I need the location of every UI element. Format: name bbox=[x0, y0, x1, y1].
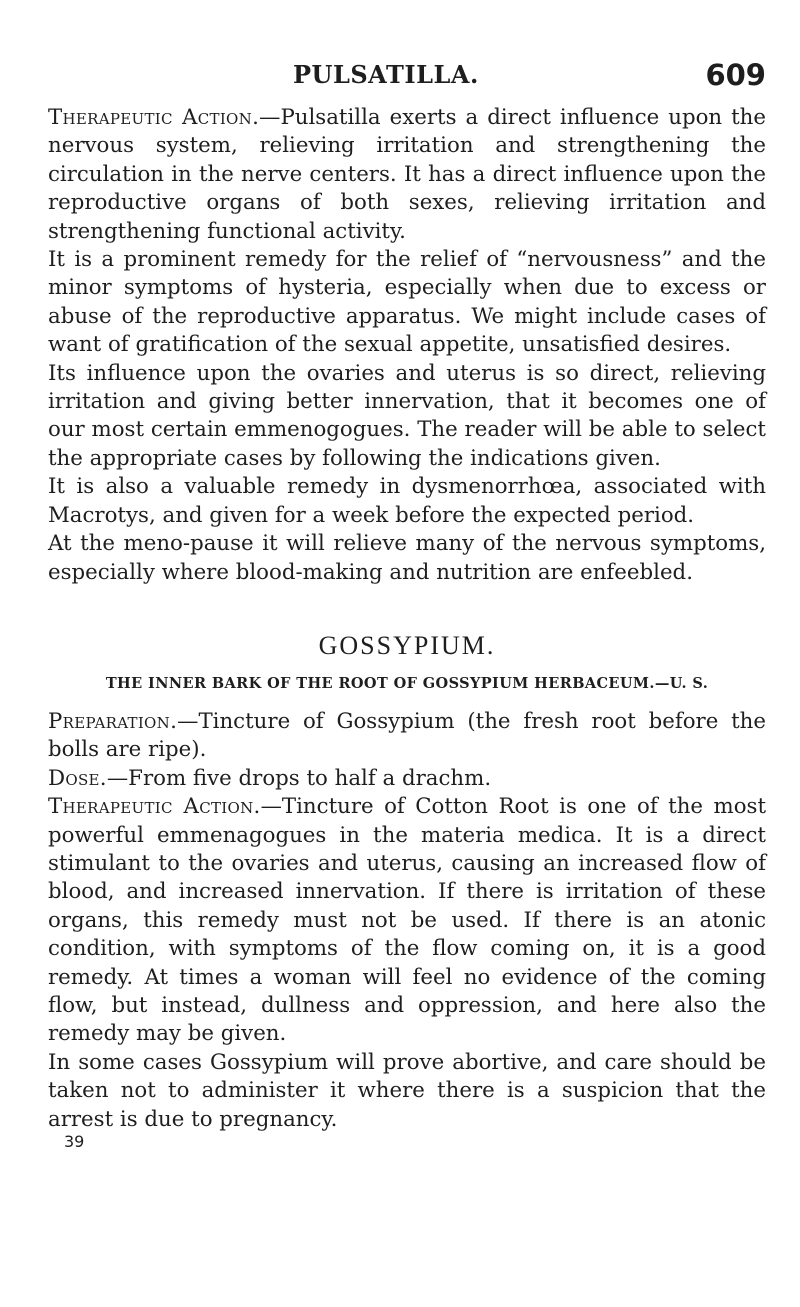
paragraph bbox=[48, 1049, 766, 1134]
running-title: PULSATILLA. bbox=[293, 60, 479, 89]
paragraph bbox=[48, 708, 766, 765]
paragraph bbox=[48, 246, 766, 360]
page-number: 609 bbox=[705, 58, 766, 92]
pulsatilla-section bbox=[48, 104, 766, 587]
paragraph-text: In some cases Gossypium will prove abortive, and care should be taken not to administer it where there is a suspicion that the arrest is due to pregnancy. bbox=[48, 1049, 766, 1132]
book-page bbox=[48, 60, 766, 1151]
signature-mark: 39 bbox=[64, 1132, 85, 1151]
paragraph bbox=[48, 793, 766, 1049]
paragraph-text: —From five drops to half a drachm. bbox=[106, 765, 492, 791]
paragraph bbox=[48, 530, 766, 587]
paragraph bbox=[48, 765, 766, 793]
paragraph bbox=[48, 473, 766, 530]
section-title: GOSSYPIUM. bbox=[318, 630, 496, 660]
paragraph bbox=[48, 104, 766, 246]
paragraph bbox=[48, 360, 766, 474]
paragraph-text: It is a prominent remedy for the relief of “nervousness” and the minor symptoms of hysteria, especially when due to excess or abuse of the reproductive apparatus. We might include cases of want of gratification of the sexual appetite, unsatisfied desires. bbox=[48, 247, 766, 358]
paragraph-label: Preparation. bbox=[48, 708, 178, 734]
paragraph-label: Therapeutic Action. bbox=[48, 105, 260, 130]
paragraph-text: Its influence upon the ovaries and uterus is so direct, relieving irritation and giving better innervation, that it becomes one of our most certain emmenogogues. The reader will be able to select the appropriate cases by following the indications given. bbox=[48, 360, 766, 471]
paragraph-label: Therapeutic Action. bbox=[48, 794, 261, 820]
paragraph-text: At the meno-pause it will relieve many of the nervous symptoms, especially where blood-making and nutrition are enfeebled. bbox=[48, 531, 766, 585]
paragraph-text: —Tincture of Gossypium (the fresh root before the bolls are ripe). bbox=[48, 708, 766, 763]
paragraph-text: It is also a valuable remedy in dysmenorrhœa, associated with Macrotys, and given for a week before the expected period. bbox=[48, 474, 766, 528]
section-subtitle: THE INNER BARK OF THE ROOT OF GOSSYPIUM HERBACEUM.—U. S. bbox=[105, 674, 709, 692]
paragraph-text: —Pulsatilla exerts a direct influence upon the nervous system, relieving irritation and strengthening the circulation in the nerve centers. It has a direct influence upon the reproductive organs of both sexes, relieving irritation and strengthening functional activity. bbox=[48, 105, 766, 244]
running-head bbox=[48, 60, 766, 104]
gossypium-section bbox=[48, 631, 766, 1151]
paragraph-text: —Tincture of Cotton Root is one of the most powerful emmenagogues in the materia medica. It is a direct stimulant to the ovaries and uterus, causing an increased flow of blood, and increased innervation. If there is irritation of these organs, this remedy must not be used. If there is an atonic condition, with symptoms of the flow coming on, it is a good remedy. At times a woman will feel no evidence of the coming flow, but instead, dullness and oppression, and here also the remedy may be given. bbox=[48, 794, 767, 1047]
paragraph-label: Dose. bbox=[48, 765, 107, 791]
